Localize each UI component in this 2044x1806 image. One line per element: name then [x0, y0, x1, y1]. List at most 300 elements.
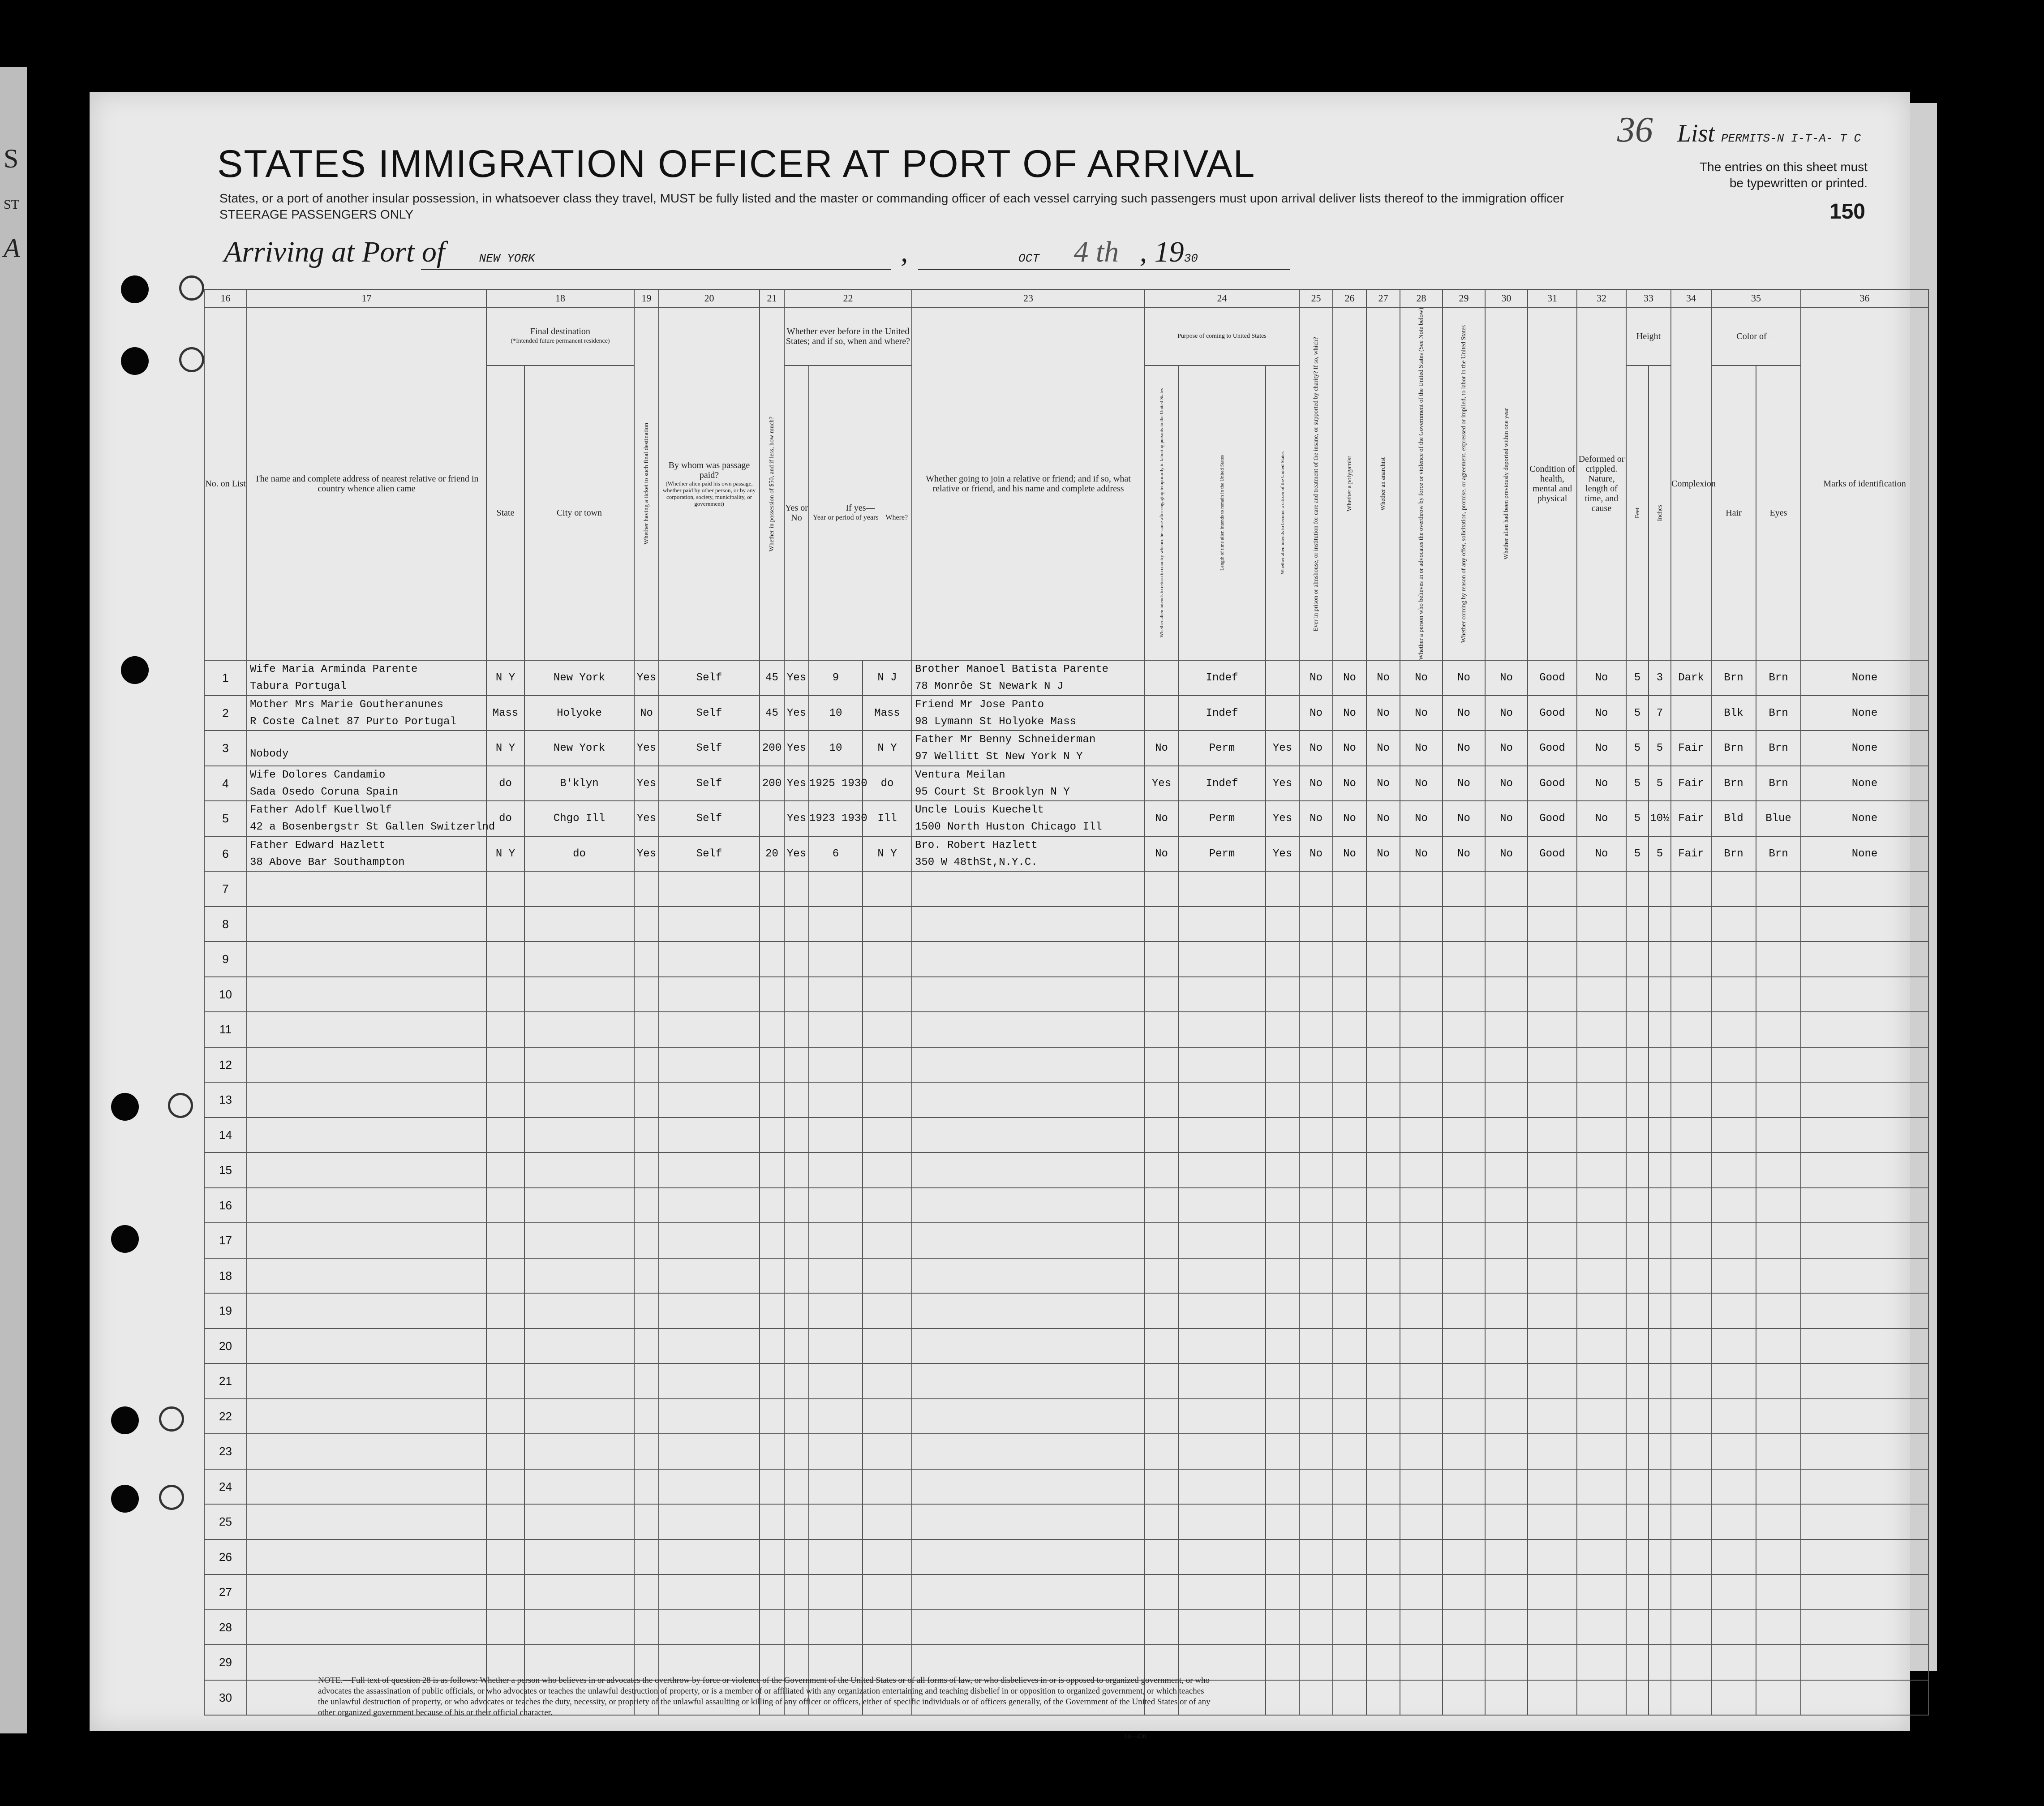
- cell-citizen: [1266, 1399, 1299, 1434]
- manifest-sheet: [90, 92, 1910, 1740]
- cell-city: New York: [524, 731, 634, 766]
- cell-eyes: [1756, 1610, 1801, 1645]
- cell-join: [912, 1574, 1145, 1610]
- cell-years: [809, 1574, 863, 1610]
- cell-c29: [1443, 1363, 1485, 1399]
- cell-c29: [1443, 942, 1485, 977]
- cell-join: [912, 1363, 1145, 1399]
- cell-health: Good: [1528, 731, 1577, 766]
- cell-hair: [1711, 871, 1756, 907]
- cell-prison: [1299, 1434, 1333, 1469]
- cell-where: [863, 1293, 912, 1329]
- cell-marks: [1801, 1399, 1928, 1434]
- cell-eyes: [1756, 1434, 1801, 1469]
- cell-paid: [659, 977, 760, 1012]
- cell-years: [809, 1610, 863, 1645]
- cell-poly: [1333, 871, 1366, 907]
- footnote: NOTE.—Full text of question 28 is as follows: Whether a person who believes in or advocates the overthrow by force or violence of the Government of the United States or of all forms of law, or who disbelieves in or is opposed to organized government, or who advocates the assassination of public officials, or who advocates or teaches the unlawful destruction of property, or is a member of or affiliated with any organization entertaining and teaching disbelief in or opposition to organized government, or which teaches the unlawful destruction of property, or who advocates or teaches the duty, necessity, or propriety of the unlawful assaulting or killing of any officer or officers, either of specific individuals or of officers generally, of the Government of the United States or of any other organized government because of his or their official character.: [318, 1676, 1211, 1717]
- cell-c28: [1400, 1258, 1443, 1294]
- cell-deformed: No: [1577, 801, 1626, 836]
- cell-where: [863, 1539, 912, 1575]
- cell-c28: [1400, 1539, 1443, 1575]
- cell-city: [524, 942, 634, 977]
- cell-prison: [1299, 1012, 1333, 1047]
- cell-c28: [1400, 1469, 1443, 1505]
- binder-hole: [111, 1093, 139, 1121]
- cell-no: 24: [204, 1469, 247, 1505]
- cell-citizen: [1266, 942, 1299, 977]
- cell-poly: No: [1333, 801, 1366, 836]
- binder-hole: [111, 1406, 139, 1434]
- header-subtitle: States, or a port of another insular possession, in whatsoever class they travel, MUST be fully listed and the master or commanding officer of each vessel carrying such passengers must upon arrival deliver lists thereof to the immigration officer: [219, 191, 1564, 205]
- cell-citizen: [1266, 1539, 1299, 1575]
- col-no-on-list: No. on List: [204, 307, 247, 660]
- cell-eyes: [1756, 1293, 1801, 1329]
- cell-c28: [1400, 907, 1443, 942]
- cell-years: [809, 871, 863, 907]
- cell-inches: [1649, 1574, 1671, 1610]
- cell-join: [912, 766, 1145, 801]
- cell-rel: [247, 660, 486, 696]
- cell-prev: Yes: [784, 731, 809, 766]
- cell-c28: [1400, 1188, 1443, 1223]
- cell-ret: [1145, 977, 1178, 1012]
- cell-eyes: Brn: [1756, 731, 1801, 766]
- cell-where: [863, 1188, 912, 1223]
- cell-c28: [1400, 1504, 1443, 1539]
- cell-rel: [247, 696, 486, 731]
- cell-ret: Yes: [1145, 766, 1178, 801]
- cell-poly: [1333, 1082, 1366, 1118]
- cell-marks: [1801, 871, 1928, 907]
- cell-citizen: [1266, 1152, 1299, 1188]
- cell-anarch: No: [1366, 731, 1400, 766]
- cell-eyes: [1756, 1329, 1801, 1364]
- cell-rel: [247, 766, 486, 801]
- cell-no: 3: [204, 731, 247, 766]
- cell-c30: [1485, 1329, 1528, 1364]
- cell-eyes: [1756, 1012, 1801, 1047]
- cell-complexion: [1671, 696, 1711, 731]
- cell-eyes: [1756, 1118, 1801, 1153]
- cell-money: [760, 1504, 784, 1539]
- cell-hair: [1711, 1504, 1756, 1539]
- cell-where: [863, 942, 912, 977]
- cell-money: [760, 1152, 784, 1188]
- cell-prev: [784, 1363, 809, 1399]
- cell-anarch: [1366, 1645, 1400, 1680]
- col-inches: Inches: [1649, 366, 1671, 661]
- cell-complexion: Fair: [1671, 766, 1711, 801]
- cell-marks: [1801, 1504, 1928, 1539]
- cell-citizen: [1266, 1047, 1299, 1083]
- cell-prison: [1299, 1363, 1333, 1399]
- cell-c29: No: [1443, 696, 1485, 731]
- cell-health: [1528, 1012, 1577, 1047]
- cell-prev: [784, 1188, 809, 1223]
- cell-state: [486, 1469, 524, 1505]
- cell-c29: No: [1443, 801, 1485, 836]
- cell-paid: [659, 1152, 760, 1188]
- cell-inches: [1649, 1293, 1671, 1329]
- cell-paid: [659, 1188, 760, 1223]
- cell-line: 78 Monrôe St Newark N J: [915, 680, 1064, 693]
- cell-c30: [1485, 1152, 1528, 1188]
- cell-health: [1528, 1082, 1577, 1118]
- cell-rel: [247, 1469, 486, 1505]
- cell-paid: [659, 1329, 760, 1364]
- cell-c30: [1485, 1504, 1528, 1539]
- cell-state: [486, 1539, 524, 1575]
- column-number-row: 16 17 18 19 20 21 22 23 24 25 26 27 28 29 30 31 32 33 34 35 36: [204, 289, 1928, 307]
- col-marks: Marks of identification: [1801, 307, 1928, 660]
- cell-money: 45: [760, 696, 784, 731]
- cell-state: [486, 977, 524, 1012]
- cell-state: [486, 1118, 524, 1153]
- cell-paid: [659, 1469, 760, 1505]
- cell-marks: [1801, 1610, 1928, 1645]
- cell-c28: [1400, 1645, 1443, 1680]
- cell-where: Ill: [863, 801, 912, 836]
- cell-c30: [1485, 1258, 1528, 1294]
- cell-state: [486, 1329, 524, 1364]
- cell-citizen: [1266, 1293, 1299, 1329]
- cell-where: [863, 1610, 912, 1645]
- cell-deformed: [1577, 907, 1626, 942]
- cell-money: [760, 1293, 784, 1329]
- binder-hole: [111, 1485, 139, 1513]
- cell-city: Chgo Ill: [524, 801, 634, 836]
- cell-years: [809, 1329, 863, 1364]
- cell-poly: [1333, 1399, 1366, 1434]
- cell-inches: [1649, 1047, 1671, 1083]
- cell-no: 19: [204, 1293, 247, 1329]
- cell-deformed: [1577, 1539, 1626, 1575]
- cell-money: [760, 1363, 784, 1399]
- cell-ret: [1145, 1610, 1178, 1645]
- cell-deformed: [1577, 1645, 1626, 1680]
- cell-marks: [1801, 1258, 1928, 1294]
- cell-line: 95 Court St Brooklyn N Y: [915, 786, 1070, 798]
- cell-citizen: [1266, 977, 1299, 1012]
- day-value: 4 th: [1074, 236, 1119, 268]
- cell-inches: [1649, 1188, 1671, 1223]
- cell-where: [863, 871, 912, 907]
- cell-c29: [1443, 1293, 1485, 1329]
- cell-poly: No: [1333, 731, 1366, 766]
- cell-ret: [1145, 1258, 1178, 1294]
- cell-state: [486, 1293, 524, 1329]
- cell-prev: [784, 1012, 809, 1047]
- cell-health: Good: [1528, 836, 1577, 872]
- cell-city: [524, 1363, 634, 1399]
- cell-anarch: No: [1366, 766, 1400, 801]
- cell-health: [1528, 942, 1577, 977]
- cell-inches: [1649, 1363, 1671, 1399]
- cell-no: 18: [204, 1258, 247, 1294]
- cell-city: B'klyn: [524, 766, 634, 801]
- cell-health: [1528, 1504, 1577, 1539]
- cell-prison: [1299, 1504, 1333, 1539]
- month-value: OCT: [1018, 252, 1039, 265]
- cell-where: [863, 1574, 912, 1610]
- cell-complexion: [1671, 1469, 1711, 1505]
- cell-city: [524, 1258, 634, 1294]
- cell-money: [760, 977, 784, 1012]
- year-suffix: 30: [1184, 252, 1198, 265]
- cell-c29: [1443, 1118, 1485, 1153]
- cell-ret: [1145, 1399, 1178, 1434]
- cell-ticket: [634, 1399, 659, 1434]
- steerage-label: STEERAGE PASSENGERS ONLY: [219, 207, 414, 221]
- cell-length: Perm: [1178, 836, 1266, 872]
- cell-anarch: [1366, 1223, 1400, 1258]
- cell-poly: [1333, 1574, 1366, 1610]
- cell-prison: [1299, 1258, 1333, 1294]
- cell-money: [760, 1258, 784, 1294]
- cell-c28: [1400, 1680, 1443, 1716]
- cell-prev: [784, 907, 809, 942]
- cell-eyes: [1756, 1363, 1801, 1399]
- cell-rel: [247, 1047, 486, 1083]
- cell-where: [863, 1118, 912, 1153]
- cell-years: [809, 1188, 863, 1223]
- binder-hole: [159, 1485, 184, 1510]
- cell-no: 4: [204, 766, 247, 801]
- cell-anarch: [1366, 871, 1400, 907]
- cell-complexion: [1671, 1223, 1711, 1258]
- cell-feet: [1626, 1680, 1649, 1716]
- cell-ret: [1145, 1329, 1178, 1364]
- cell-inches: [1649, 977, 1671, 1012]
- cell-paid: [659, 1012, 760, 1047]
- col-passage-paid: By whom was passage paid? (Whether alien paid his own passage, whether paid by other person, or by any corporation, society, municipality, or government): [659, 307, 760, 660]
- cell-line: 1500 North Huston Chicago Ill: [915, 821, 1102, 834]
- cell-deformed: No: [1577, 766, 1626, 801]
- table-row: [204, 1118, 1928, 1153]
- cell-citizen: [1266, 1504, 1299, 1539]
- cell-marks: None: [1801, 696, 1928, 731]
- cell-rel: [247, 1188, 486, 1223]
- cell-hair: Brn: [1711, 766, 1756, 801]
- cell-health: [1528, 977, 1577, 1012]
- cell-city: [524, 1223, 634, 1258]
- cell-years: [809, 1012, 863, 1047]
- cell-no: 28: [204, 1610, 247, 1645]
- col-return-intent: Whether alien intends to return to country whence he came after engaging temporarily in laboring pursuits in the United States: [1145, 366, 1178, 661]
- cell-length: [1178, 977, 1266, 1012]
- cell-health: [1528, 1293, 1577, 1329]
- cell-inches: [1649, 871, 1671, 907]
- manifest-rows: [204, 660, 1928, 1715]
- year-prefix: 19: [1154, 236, 1184, 268]
- cell-c30: [1485, 1012, 1528, 1047]
- cell-health: [1528, 871, 1577, 907]
- cell-ret: [1145, 660, 1178, 696]
- cell-poly: [1333, 1645, 1366, 1680]
- page-title: STATES IMMIGRATION OFFICER AT PORT OF ARRIVAL: [217, 142, 1256, 185]
- cell-rel: [247, 907, 486, 942]
- cell-c28: [1400, 942, 1443, 977]
- cell-paid: Self: [659, 801, 760, 836]
- cell-paid: Self: [659, 766, 760, 801]
- cell-marks: None: [1801, 801, 1928, 836]
- cell-state: [486, 1610, 524, 1645]
- cell-line: Father Edward Hazlett: [250, 839, 386, 851]
- cell-line: Bro. Robert Hazlett: [915, 839, 1038, 851]
- cell-join: [912, 696, 1145, 731]
- cell-where: [863, 1258, 912, 1294]
- cell-c30: No: [1485, 660, 1528, 696]
- cell-citizen: Yes: [1266, 801, 1299, 836]
- binder-hole: [111, 1225, 139, 1253]
- col-deformed: Deformed or crippled. Nature, length of time, and cause: [1577, 307, 1626, 660]
- cell-rel: [247, 1399, 486, 1434]
- cell-marks: [1801, 1469, 1928, 1505]
- cell-health: [1528, 1223, 1577, 1258]
- cell-money: [760, 1329, 784, 1364]
- col-q29: Whether coming by reason of any offer, solicitation, promise, or agreement, expressed or implied, to labor in the United States: [1443, 307, 1485, 660]
- cell-feet: 5: [1626, 731, 1649, 766]
- cell-length: [1178, 1152, 1266, 1188]
- arriving-label: Arriving at Port of: [224, 236, 445, 268]
- cell-marks: [1801, 1012, 1928, 1047]
- cell-c30: No: [1485, 801, 1528, 836]
- cell-c29: [1443, 1434, 1485, 1469]
- cell-prev: Yes: [784, 836, 809, 872]
- cell-length: [1178, 1469, 1266, 1505]
- cell-feet: [1626, 1329, 1649, 1364]
- table-row: [204, 836, 1928, 872]
- col-complexion: Complexion: [1671, 307, 1711, 660]
- cell-marks: [1801, 1188, 1928, 1223]
- cell-complexion: [1671, 1293, 1711, 1329]
- cell-join: [912, 801, 1145, 836]
- cell-c30: [1485, 1680, 1528, 1716]
- cell-c29: [1443, 1223, 1485, 1258]
- cell-marks: [1801, 1574, 1928, 1610]
- cell-anarch: [1366, 1434, 1400, 1469]
- table-row: [204, 907, 1928, 942]
- cell-complexion: [1671, 1118, 1711, 1153]
- cell-where: [863, 1223, 912, 1258]
- cell-years: [809, 907, 863, 942]
- cell-state: [486, 1188, 524, 1223]
- cell-prev: [784, 1504, 809, 1539]
- cell-rel: [247, 1329, 486, 1364]
- cell-anarch: [1366, 1574, 1400, 1610]
- cell-state: [486, 1082, 524, 1118]
- cell-ret: [1145, 1082, 1178, 1118]
- cell-c28: No: [1400, 766, 1443, 801]
- cell-line: Nobody: [250, 748, 289, 760]
- cell-feet: 5: [1626, 836, 1649, 872]
- table-row: [204, 1434, 1928, 1469]
- cell-city: [524, 1399, 634, 1434]
- cell-join: [912, 731, 1145, 766]
- cell-feet: [1626, 1188, 1649, 1223]
- cell-eyes: [1756, 1047, 1801, 1083]
- cell-join: [912, 1118, 1145, 1153]
- binder-hole: [159, 1406, 184, 1432]
- cell-c30: [1485, 1082, 1528, 1118]
- cell-c29: [1443, 1152, 1485, 1188]
- cell-anarch: [1366, 1258, 1400, 1294]
- cell-eyes: [1756, 1574, 1801, 1610]
- cell-years: [809, 1082, 863, 1118]
- cell-c30: [1485, 1610, 1528, 1645]
- cell-paid: Self: [659, 731, 760, 766]
- cell-no: 15: [204, 1152, 247, 1188]
- cell-feet: [1626, 1118, 1649, 1153]
- cell-prison: [1299, 1118, 1333, 1153]
- table-row: [204, 766, 1928, 801]
- cell-city: [524, 1539, 634, 1575]
- cell-anarch: [1366, 1469, 1400, 1505]
- cell-c29: [1443, 871, 1485, 907]
- cell-join: [912, 1504, 1145, 1539]
- cell-length: Perm: [1178, 801, 1266, 836]
- cell-citizen: [1266, 1610, 1299, 1645]
- cell-ret: No: [1145, 801, 1178, 836]
- manifest-table: [204, 289, 1929, 1716]
- cell-prison: [1299, 907, 1333, 942]
- cell-prev: [784, 1469, 809, 1505]
- cell-line: Friend Mr Jose Panto: [915, 698, 1044, 711]
- table-row: [204, 1610, 1928, 1645]
- cell-feet: [1626, 1047, 1649, 1083]
- table-row: [204, 1047, 1928, 1083]
- cell-join: [912, 1012, 1145, 1047]
- cell-eyes: [1756, 1258, 1801, 1294]
- cell-complexion: [1671, 1329, 1711, 1364]
- cell-feet: [1626, 1152, 1649, 1188]
- cell-no: 29: [204, 1645, 247, 1680]
- binder-hole: [179, 347, 204, 372]
- cell-marks: [1801, 1118, 1928, 1153]
- cell-anarch: No: [1366, 801, 1400, 836]
- cell-paid: [659, 1574, 760, 1610]
- cell-deformed: [1577, 1012, 1626, 1047]
- cell-c30: [1485, 907, 1528, 942]
- cell-c30: [1485, 1434, 1528, 1469]
- cell-length: [1178, 1329, 1266, 1364]
- cell-citizen: [1266, 1118, 1299, 1153]
- cell-join: [912, 1610, 1145, 1645]
- col-color-of: Color of—: [1711, 307, 1801, 366]
- cell-c29: [1443, 1504, 1485, 1539]
- cell-marks: None: [1801, 766, 1928, 801]
- cell-poly: [1333, 1188, 1366, 1223]
- cell-prev: [784, 977, 809, 1012]
- table-row: [204, 1188, 1928, 1223]
- cell-deformed: [1577, 1223, 1626, 1258]
- cell-prev: [784, 1434, 809, 1469]
- cell-paid: [659, 1363, 760, 1399]
- cell-c28: [1400, 1152, 1443, 1188]
- cell-hair: [1711, 1399, 1756, 1434]
- cell-anarch: [1366, 1363, 1400, 1399]
- col-final-destination: Final destination (*Intended future permanent residence): [486, 307, 634, 366]
- cell-complexion: [1671, 907, 1711, 942]
- cell-complexion: [1671, 1645, 1711, 1680]
- cell-prison: [1299, 1574, 1333, 1610]
- cell-inches: [1649, 1329, 1671, 1364]
- cell-poly: [1333, 1223, 1366, 1258]
- cell-eyes: [1756, 871, 1801, 907]
- col-hair: Hair: [1711, 366, 1756, 661]
- cell-years: 10: [809, 696, 863, 731]
